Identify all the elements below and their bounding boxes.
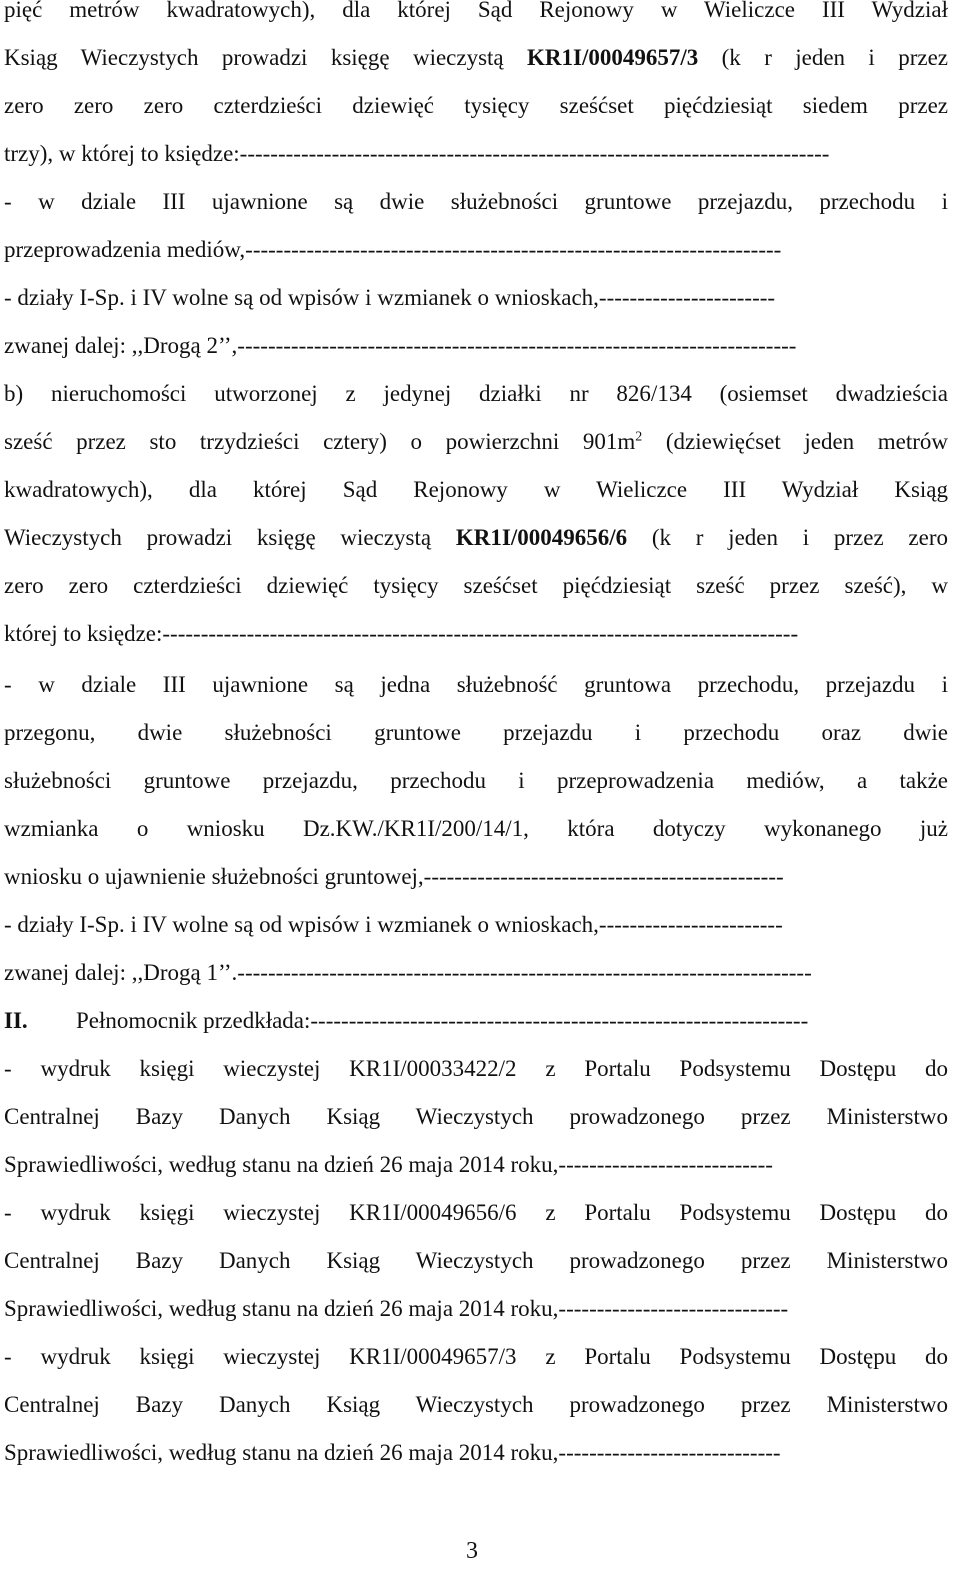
- text-line: [4, 473, 948, 507]
- text-span: Wieczystych prowadzi księgę wieczystą: [4, 525, 456, 550]
- text-span: wzmianka o wniosku Dz.KW./KR1I/200/14/1, która dotyczy wykonanego już: [4, 816, 948, 841]
- text-line: [4, 1340, 948, 1374]
- text-span: - działy I-Sp. i IV wolne są od wpisów i wzmianek o wnioskach,------------------------: [4, 912, 783, 937]
- section-heading-line: [4, 1004, 948, 1038]
- text-line: [4, 716, 948, 750]
- text-span: - w dziale III ujawnione są dwie służebności gruntowe przejazdu, przechodu i: [4, 189, 948, 214]
- text-line: [4, 569, 948, 603]
- text-span: wniosku o ujawnienie służebności gruntowej,-----------------------------------------------: [4, 864, 784, 889]
- text-span: której to księdze:-----------------------------------------------------------------------------------: [4, 621, 799, 646]
- text-span: Pełnomocnik przedkłada:-----------------------------------------------------------------: [76, 1008, 809, 1033]
- page-number: 3: [466, 1538, 478, 1564]
- text-span: Sprawiedliwości, według stanu na dzień 26 maja 2014 roku,------------------------------: [4, 1296, 789, 1321]
- text-span: zwanej dalej: ,,Drogą 1’’.---------------------------------------------------------------------------: [4, 960, 812, 985]
- text-span: służebności gruntowe przejazdu, przechodu i przeprowadzenia mediów, a także: [4, 768, 948, 793]
- superscript: 2: [635, 429, 643, 445]
- text-line: [4, 1052, 948, 1086]
- text-span: b) nieruchomości utworzonej z jedynej działki nr 826/134 (osiemset dwadzieścia: [4, 381, 948, 406]
- text-line: [4, 377, 948, 411]
- land-register-number: KR1I/00049657/3: [527, 45, 699, 70]
- text-line: [4, 1244, 948, 1278]
- text-line: [4, 1196, 948, 1230]
- text-span: Ksiąg Wieczystych prowadzi księgę wieczystą: [4, 45, 528, 70]
- text-line: [4, 281, 948, 315]
- text-span: zwanej dalej: ,,Drogą 2’’,-------------------------------------------------------------------------: [4, 333, 797, 358]
- text-line: [4, 137, 948, 171]
- text-line: [4, 956, 948, 990]
- text-line: [4, 89, 948, 123]
- text-line: [4, 668, 948, 702]
- text-span: - w dziale III ujawnione są jedna służebność gruntowa przechodu, przejazdu i: [4, 672, 948, 697]
- text-line: [4, 41, 948, 75]
- text-line: [4, 1100, 948, 1134]
- text-span: - działy I-Sp. i IV wolne są od wpisów i wzmianek o wnioskach,-----------------------: [4, 285, 776, 310]
- text-line: [4, 1388, 948, 1422]
- text-span: - wydruk księgi wieczystej KR1I/00049657/3 z Portalu Podsystemu Dostępu do: [4, 1344, 948, 1369]
- text-line: [4, 860, 948, 894]
- text-span: Centralnej Bazy Danych Ksiąg Wieczystych prowadzonego przez Ministerstwo: [4, 1392, 948, 1417]
- text-span: Centralnej Bazy Danych Ksiąg Wieczystych prowadzonego przez Ministerstwo: [4, 1248, 948, 1273]
- section-number: II.: [4, 1008, 28, 1033]
- text-span: przegonu, dwie służebności gruntowe przejazdu i przechodu oraz dwie: [4, 720, 948, 745]
- text-line: [4, 0, 948, 27]
- text-line: [4, 812, 948, 846]
- text-line: [4, 617, 948, 651]
- text-span: zero zero czterdzieści dziewięć tysięcy sześćset pięćdziesiąt sześć przez sześć), w: [4, 573, 948, 598]
- text-span: przeprowadzenia mediów,----------------------------------------------------------------------: [4, 237, 782, 262]
- text-span: - wydruk księgi wieczystej KR1I/00033422/2 z Portalu Podsystemu Dostępu do: [4, 1056, 948, 1081]
- text-line: [4, 1148, 948, 1182]
- text-line: [4, 1436, 948, 1470]
- text-span: Sprawiedliwości, według stanu na dzień 26 maja 2014 roku,----------------------------: [4, 1152, 773, 1177]
- text-span: - wydruk księgi wieczystej KR1I/00049656/6 z Portalu Podsystemu Dostępu do: [4, 1200, 948, 1225]
- text-line: [4, 233, 948, 267]
- text-span: sześć przez sto trzydzieści cztery) o powierzchni 901m: [4, 429, 636, 454]
- text-line: [4, 521, 948, 555]
- text-span: zero zero zero czterdzieści dziewięć tysięcy sześćset pięćdziesiąt siedem przez: [4, 93, 948, 118]
- text-line: [4, 425, 948, 459]
- text-span: pięć metrów kwadratowych), dla której Sąd Rejonowy w Wieliczce III Wydział: [4, 0, 948, 22]
- text-span: (k r jeden i przez zero: [627, 525, 948, 550]
- text-span: (k r jeden i przez: [698, 45, 948, 70]
- text-span: kwadratowych), dla której Sąd Rejonowy w Wieliczce III Wydział Ksiąg: [4, 477, 948, 502]
- text-span: Centralnej Bazy Danych Ksiąg Wieczystych prowadzonego przez Ministerstwo: [4, 1104, 948, 1129]
- text-span: (dziewięćset jeden metrów: [642, 429, 948, 454]
- text-span: trzy), w której to księdze:-----------------------------------------------------------------------------: [4, 141, 830, 166]
- text-line: [4, 1292, 948, 1326]
- text-line: [4, 908, 948, 942]
- text-line: [4, 329, 948, 363]
- text-line: [4, 185, 948, 219]
- land-register-number: KR1I/00049656/6: [455, 525, 628, 550]
- text-span: Sprawiedliwości, według stanu na dzień 26 maja 2014 roku,-----------------------------: [4, 1440, 781, 1465]
- text-line: [4, 764, 948, 798]
